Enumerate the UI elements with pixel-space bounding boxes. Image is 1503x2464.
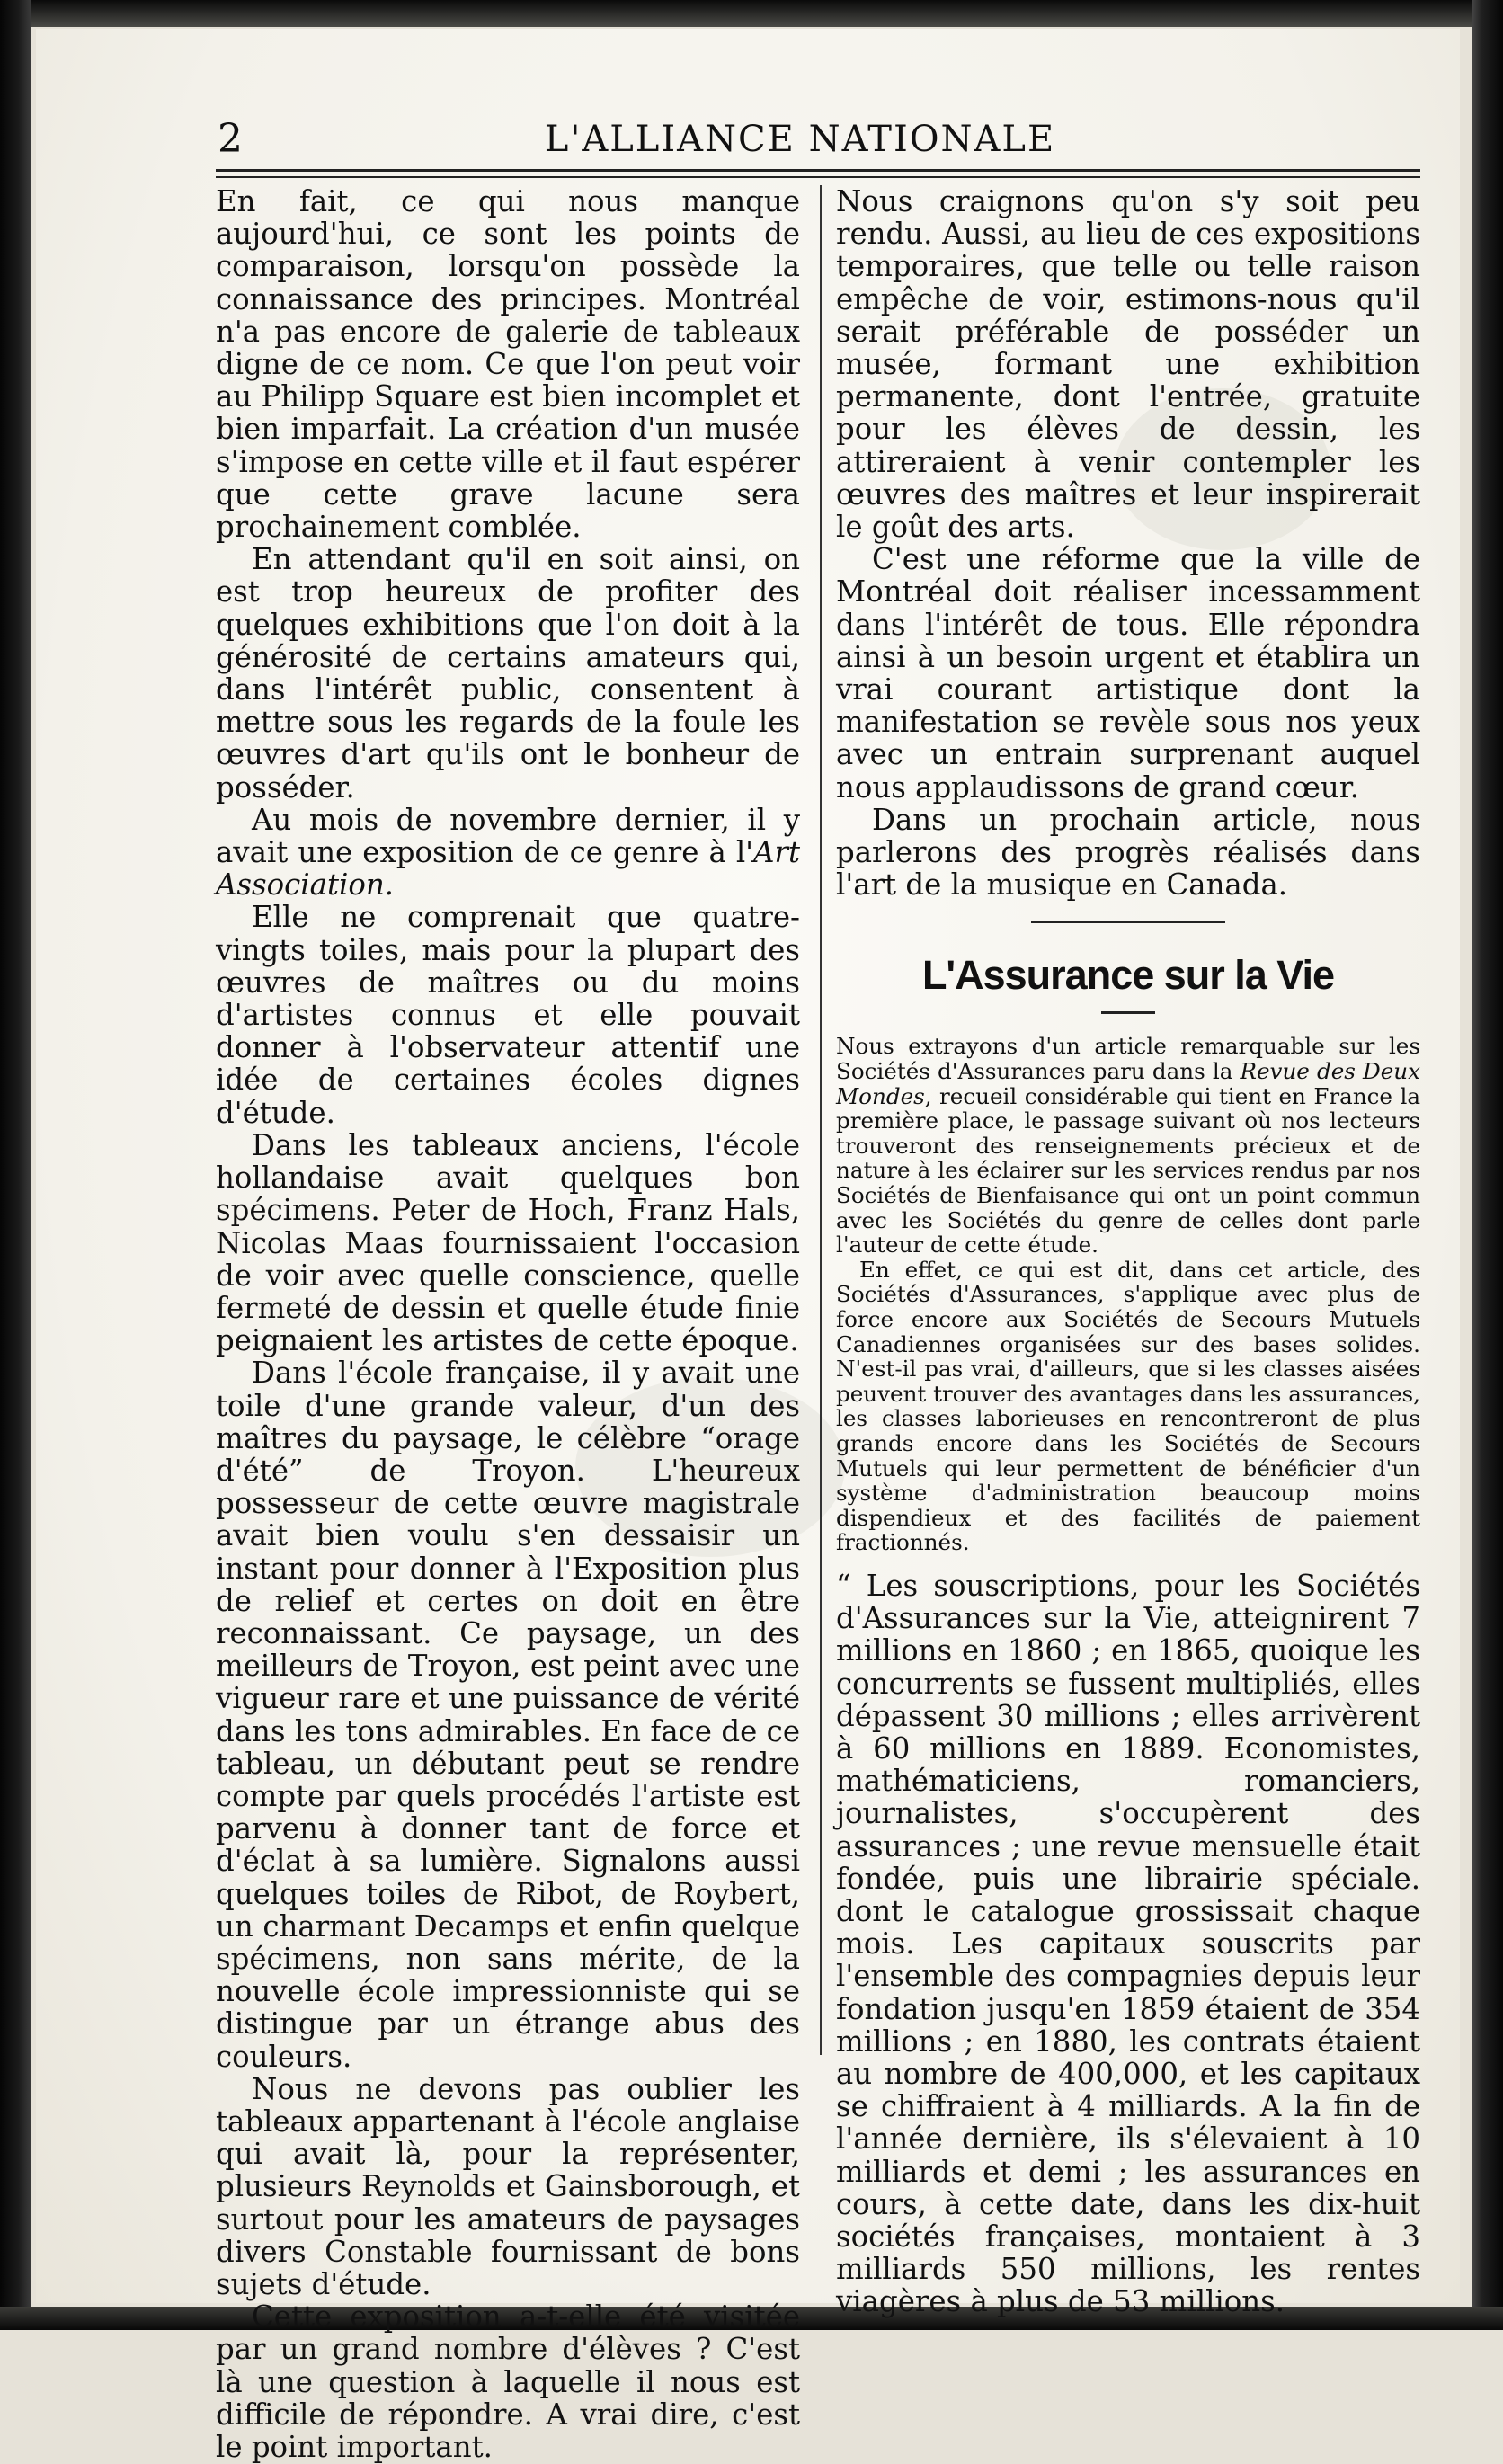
section-separator: [1031, 921, 1225, 923]
editorial-introduction: [836, 1034, 1420, 1554]
intro-text: , recueil considérable qui tient en France la première place, le passage suivant où nos lecteurs trouveront des renseignements précieux et de nature à les éclairer sur les services rendus par nos Sociétés de Bienfaisance qui ont un point commun avec les Sociétés du genre de celles dont parle l'auteur de cette étude.: [836, 1082, 1420, 1259]
journal-title: L'ALLIANCE NATIONALE: [544, 119, 1056, 160]
paragraph-text: Au mois de novembre dernier, il y avait une exposition de ce genre à l': [216, 802, 800, 870]
art-association-name: Art Association.: [216, 835, 800, 903]
left-column: [216, 185, 800, 2463]
paragraph-art-association: [216, 804, 800, 902]
header-rule: [216, 169, 1420, 172]
scan-border-left: [0, 0, 31, 2330]
title-underline: [1101, 1011, 1155, 1014]
header-rule-thin: [216, 176, 1420, 178]
paragraph: Dans un prochain article, nous parlerons des progrès réalisés dans l'art de la musique en Canada.: [836, 802, 1420, 903]
section-title: L'Assurance sur la Vie: [921, 952, 1335, 999]
paragraph: Cette exposition a-t-elle été visitée par un grand nombre d'élèves ? C'est là une question à laquelle il nous est difficile de répondre. A vrai dire, c'est le point important.: [216, 2299, 800, 2464]
paragraph: Nous craignons qu'on s'y soit peu rendu. Aussi, au lieu de ces expositions temporaires, que telle ou telle raison empêche de voir, estimons-nous qu'il serait préférable de posséder un musée, formant une exhibition permanente, dont l'entrée, gratuite pour les élèves de dessin, les attireraient à venir contempler les œuvres des maîtres et leur inspirerait le goût des arts.: [836, 184, 1420, 545]
column-divider: [820, 185, 822, 2055]
intro-text: Nous extrayons d'un article remarquable sur les Sociétés d'Assurances paru dans la: [836, 1033, 1420, 1085]
paragraph: Dans les tableaux anciens, l'école hollandaise avait quelques bon spécimens. Peter de Hoch, Franz Hals, Nicolas Maas fournissaient l'occasion de voir avec quelle conscience, quelle fermeté de dessin et quelle étude finie peignaient les artistes de cette époque.: [216, 1127, 800, 1358]
scan-border-right: [1472, 0, 1503, 2330]
quoted-passage: [836, 1570, 1420, 2318]
paragraph: Elle ne comprenait que quatre-vingts toiles, mais pour la plupart des œuvres de maîtres ou du moins d'artistes connus et elle pouvait donner à l'observateur attentif une idée de certaines écoles dignes d'étude.: [216, 900, 800, 1130]
scan-border-top: [0, 0, 1503, 27]
intro-paragraph: [836, 1034, 1420, 1257]
paragraph: Nous ne devons pas oublier les tableaux appartenant à l'école anglaise qui avait là, pour la représenter, plusieurs Reynolds et Gainsborough, et surtout pour les amateurs de paysages divers Constable fournissant de bons sujets d'étude.: [216, 2071, 800, 2301]
paragraph: En fait, ce qui nous manque aujourd'hui, ce sont les points de comparaison, lorsqu'on possède la connaissance des principes. Montréal n'a pas encore de galerie de tableaux digne de ce nom. Ce que l'on peut voir au Philipp Square est bien incomplet et bien imparfait. La création d'un musée s'impose en cette ville et il faut espérer que cette grave lacune sera prochainement comblée.: [216, 184, 800, 545]
quote-paragraph: “ Les souscriptions, pour les Sociétés d'Assurances sur la Vie, atteignirent 7 millions en 1860 ; en 1865, quoique les concurrents se fussent multipliés, elles dépassent 30 millions ; elles arrivèrent à 60 millions en 1889. Economistes, mathématiciens, romanciers, journalistes, s'occupèrent des assurances ; une revue mensuelle était fondée, puis une librairie spéciale. dont le catalogue grossissait chaque mois. Les capitaux souscrits par l'ensemble des compagnies depuis leur fondation jusqu'en 1859 étaient de 354 millions ; en 1880, les contrats étaient au nombre de 400,000, et les capitaux se chiffraient à 4 milliards. A la fin de l'année dernière, ils s'élevaient à 10 milliards et demi ; les assurances en cours, à cette date, dans les dix-huit sociétés françaises, montaient à 3 milliards 550 millions, les rentes viagères à plus de 53 millions.: [836, 1568, 1420, 2319]
page-number: 2: [218, 116, 243, 162]
intro-paragraph: En effet, ce qui est dit, dans cet article, des Sociétés d'Assurances, s'applique avec plus de force encore aux Sociétés de Secours Mutuels Canadiennes organisées sur des bases solides. N'est-il pas vrai, d'ailleurs, que si les classes aisées peuvent trouver des avantages dans les assurances, les classes laborieuses en rencontreront de plus grands encore dans les Sociétés de Secours Mutuels qui leur permettent de bénéficier d'un système d'administration beaucoup moins dispendieux et des facilités de paiement fractionnés.: [836, 1256, 1420, 1556]
paragraph: C'est une réforme que la ville de Montréal doit réaliser incessamment dans l'intérêt de tous. Elle répondra ainsi à un besoin urgent et établira un vrai courant artistique dont la manifestation se revèle sous nos yeux avec un entrain surprenant auquel nous applaudissons de grand cœur.: [836, 542, 1420, 805]
paragraph: En attendant qu'il en soit ainsi, on est trop heureux de profiter des quelques exhibitions que l'on doit à la générosité de certains amateurs qui, dans l'intérêt public, consentent à mettre sous les regards de la foule les œuvres d'art qu'ils ont le bonheur de posséder.: [216, 542, 800, 805]
running-head: [180, 108, 1420, 171]
paragraph: Dans l'école française, il y avait une toile d'une grande valeur, d'un des maîtres du paysage, le célèbre “orage d'été” de Troyon. L'heureux possesseur de cette œuvre magistrale avait bien voulu s'en dessaisir un instant pour donner à l'Exposition plus de relief et certes on doit en être reconnaissant. Ce paysage, un des meilleurs de Troyon, est peint avec une vigueur rare et une puissance de vérité dans les tons admirables. En face de ce tableau, un débutant peut se rendre compte par quels procédés l'artiste est parvenu à donner tant de force et d'éclat à sa lumière. Signalons aussi quelques toiles de Ribot, de Roybert, un charmant Decamps et enfin quelque spécimens, non sans mérite, de la nouvelle école impressionniste qui se distingue par un étrange abus des couleurs.: [216, 1356, 800, 2074]
right-column: [836, 185, 1420, 2318]
revue-title: Revue des Deux Mondes: [836, 1058, 1420, 1109]
